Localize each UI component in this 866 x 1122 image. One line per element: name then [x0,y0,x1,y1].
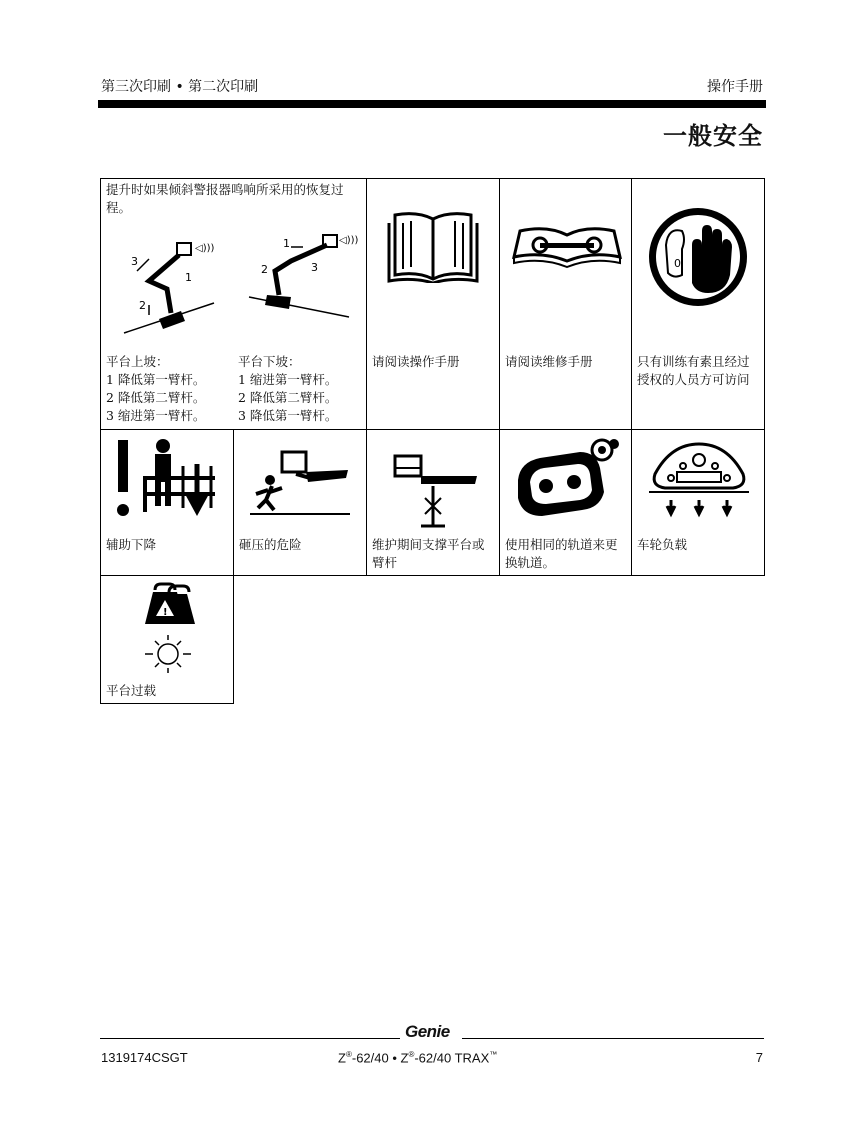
cell-authorized-only [631,178,765,430]
read-maintenance-manual-caption: 请阅读维修手册 [505,354,593,369]
svg-text:3: 3 [311,261,318,274]
cell-platform-overload [100,575,234,704]
footer-rule-left [100,1038,400,1039]
cell-read-maintenance-manual [499,178,632,430]
footer-model [338,1050,497,1065]
wheel-load-caption: 车轮负载 [637,537,688,552]
cell-tilt-recovery [100,178,367,430]
svg-text:!: ! [163,607,168,618]
support-platform-icon [391,446,481,530]
wheel-load-icon [647,438,751,522]
downhill-line-4: 3 降低第一臂杆。 [238,408,338,423]
downhill-line-3: 2 降低第二臂杆。 [238,390,338,405]
svg-text:1: 1 [283,237,290,250]
replace-tracks-caption: 使用相同的轨道来更换轨道。 [505,537,618,570]
boom-downhill-icon [239,231,359,331]
registered-mark-1: ® [345,1050,352,1059]
model-prefix: Z [338,1050,346,1066]
svg-text:2: 2 [139,299,146,312]
registered-mark-2: ® [408,1050,415,1059]
tilt-intro: 提升时如果倾斜警报器鸣响所采用的恢复过程。 [106,182,344,215]
downhill-line-2: 1 缩进第一臂杆。 [238,372,338,387]
track-icon [510,436,622,522]
uphill-line-4: 3 缩进第一臂杆。 [106,408,206,423]
cell-replace-tracks [499,429,632,576]
platform-overload-caption: 平台过载 [106,683,157,698]
uphill-line-1: 平台上坡： [106,354,169,369]
model-middle: -62/40 • Z [351,1050,409,1066]
svg-text:2: 2 [261,263,268,276]
header-left: 第三次印刷 • 第二次印刷 [101,79,259,95]
auxiliary-lowering-caption: 辅助下降 [106,537,157,552]
authorized-only-caption: 只有训练有素且经过授权的人员方可访问 [637,354,750,387]
sun-icon [143,634,193,674]
read-operators-manual-caption: 请阅读操作手册 [372,354,460,369]
boom-uphill-icon [119,237,229,347]
page-title: 一般安全 [663,122,763,150]
svg-text:◁))): ◁))) [195,243,215,254]
cell-wheel-load [631,429,765,576]
downhill-line-1: 平台下坡： [238,354,301,369]
cell-support-platform [366,429,500,576]
svg-text:◁))): ◁))) [339,235,359,246]
svg-text:1: 1 [185,271,192,284]
open-book-icon [387,209,479,283]
svg-text:3: 3 [131,255,138,268]
stop-hand-icon [646,205,750,309]
cell-auxiliary-lowering [100,429,234,576]
crush-hazard-icon [248,444,352,518]
crush-hazard-caption: 砸压的危险 [239,537,302,552]
footer-page-number: 7 [755,1050,763,1065]
auxiliary-lowering-icon [113,436,223,522]
header-rule [98,100,766,108]
model-suffix: -62/40 TRAX [414,1050,490,1066]
uphill-line-3: 2 降低第二臂杆。 [106,390,206,405]
svg-text:0: 0 [674,257,681,270]
support-platform-caption: 维护期间支撑平台或臂杆 [372,537,485,570]
genie-logo: Genie [405,1022,450,1041]
header-right: 操作手册 [707,79,763,95]
trademark: ™ [489,1050,498,1059]
uphill-line-2: 1 降低第一臂杆。 [106,372,206,387]
cell-crush-hazard [233,429,367,576]
overload-weight-icon [139,582,199,628]
footer-rule-right [462,1038,764,1039]
footer-part-number: 1319174CSGT [101,1050,188,1065]
wrench-book-icon [512,221,622,271]
cell-read-operators-manual [366,178,500,430]
